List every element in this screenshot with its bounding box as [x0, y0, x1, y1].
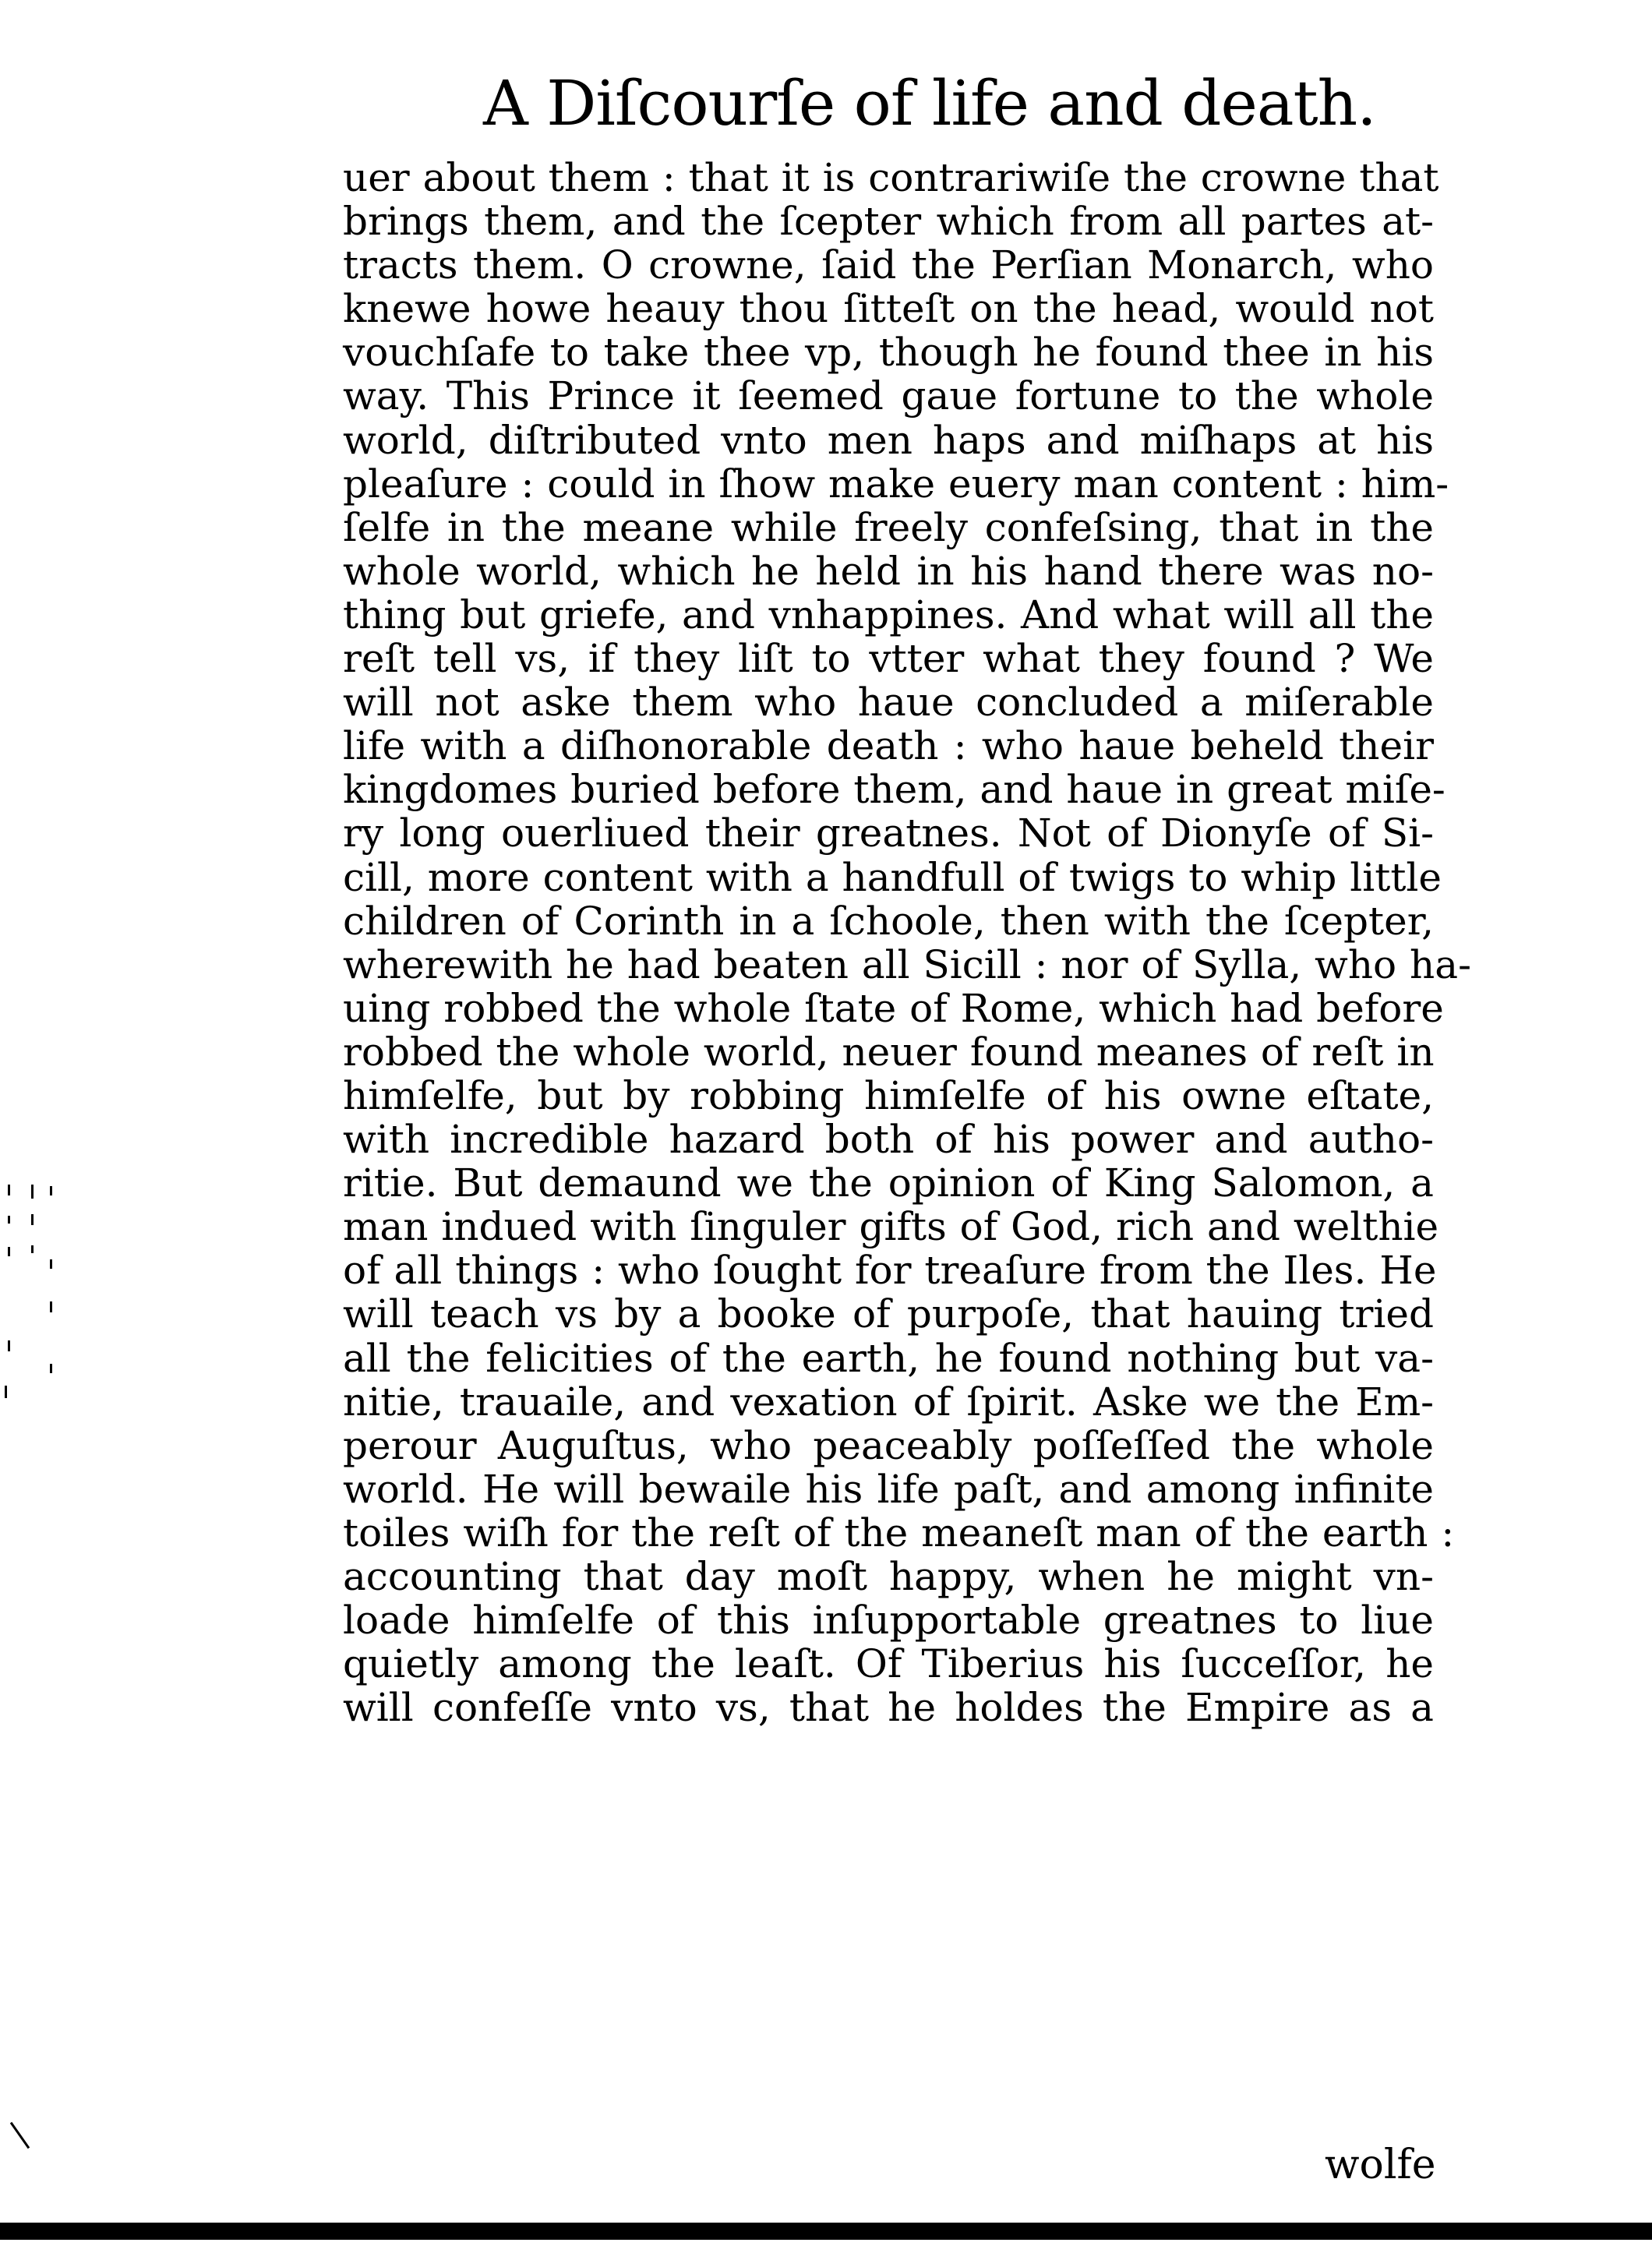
- body-text: [343, 155, 1471, 1731]
- text-line: kingdomes buried before them, and haue in great miſe-: [343, 767, 1446, 813]
- text-line: whole world, which he held in his hand there was no-: [343, 548, 1434, 594]
- text-line: robbed the whole world, neuer found meanes of reſt in: [343, 1029, 1435, 1075]
- text-line: thing but griefe, and vnhappines. And what will all the: [343, 592, 1434, 637]
- text-line: loade himſelfe of this inſupportable greatnes to liue: [343, 1598, 1434, 1644]
- text-line: ſelfe in the meane while freely confeſsing, that in the: [343, 504, 1434, 550]
- text-line: cill, more content with a handfull of twigs to whip little: [343, 854, 1442, 900]
- text-line: will not aske them who haue concluded a miſerable: [343, 680, 1434, 726]
- text-line: wherewith he had beaten all Sicill : nor of Sylla, who ha-: [343, 941, 1471, 987]
- text-line: all the felicities of the earth, he found nothing but va-: [343, 1335, 1434, 1381]
- text-line: himſelfe, but by robbing himſelfe of his owne eſtate,: [343, 1072, 1434, 1118]
- corner-mark: [10, 2122, 30, 2149]
- text-line: uing robbed the whole ſtate of Rome, which had before: [343, 985, 1444, 1031]
- text-line: perour Auguſtus, who peaceably poſſeſſed the whole: [343, 1422, 1434, 1468]
- text-line: ry long ouerliued their greatnes. Not of Dionyſe of Si-: [343, 810, 1434, 856]
- text-line: quietly among the leaſt. Of Tiberius his ſucceſſor, he: [343, 1641, 1434, 1687]
- text-line: vouchſafe to take thee vp, though he found thee in his: [343, 330, 1434, 376]
- text-line: toiles wiſh for the reſt of the meaneſt man of the earth :: [343, 1510, 1455, 1556]
- bottom-rule: [0, 2223, 1652, 2240]
- text-line: ritie. But demaund we the opinion of King Salomon, a: [343, 1160, 1434, 1206]
- text-line: man indued with ſinguler gifts of God, rich and welthie: [343, 1204, 1439, 1250]
- text-line: nitie, trauaile, and vexation of ſpirit. Aske we the Em-: [343, 1379, 1434, 1425]
- text-line: children of Corinth in a ſchoole, then with the ſcepter,: [343, 898, 1434, 944]
- text-line: knewe howe heauy thou ſitteſt on the head, would not: [343, 286, 1434, 332]
- text-line: accounting that day moſt happy, when he might vn-: [343, 1554, 1434, 1599]
- text-line: tracts them. O crowne, ſaid the Perſian Monarch, who: [343, 242, 1434, 288]
- text-line: will teach vs by a booke of purpoſe, that hauing tried: [343, 1291, 1434, 1337]
- catchword: wolfe: [1325, 2142, 1436, 2188]
- margin-marks: [0, 1185, 62, 1418]
- text-line: of all things : who ſought for treaſure from the Iles. He: [343, 1248, 1437, 1294]
- text-line: will confeſſe vnto vs, that he holdes the Empire as a: [343, 1685, 1434, 1731]
- text-line: world. He will bewaile his life paſt, and among infinite: [343, 1466, 1434, 1512]
- running-header: A Diſcourſe of life and death.: [483, 67, 1376, 139]
- text-line: way. This Prince it ſeemed gaue fortune to the whole: [343, 373, 1434, 419]
- text-line: world, diſtributed vnto men haps and miſhaps at his: [343, 417, 1434, 463]
- text-line: with incredible hazard both of his power and autho-: [343, 1117, 1434, 1163]
- text-line: brings them, and the ſcepter which from all partes at-: [343, 199, 1434, 245]
- text-line: pleaſure : could in ſhow make euery man content : him-: [343, 461, 1449, 507]
- text-line: life with a diſhonorable death : who haue beheld their: [343, 723, 1434, 769]
- text-line: uer about them : that it is contrariwiſe the crowne that: [343, 155, 1439, 200]
- text-line: reſt tell vs, if they liſt to vtter what they found ? We: [343, 636, 1434, 682]
